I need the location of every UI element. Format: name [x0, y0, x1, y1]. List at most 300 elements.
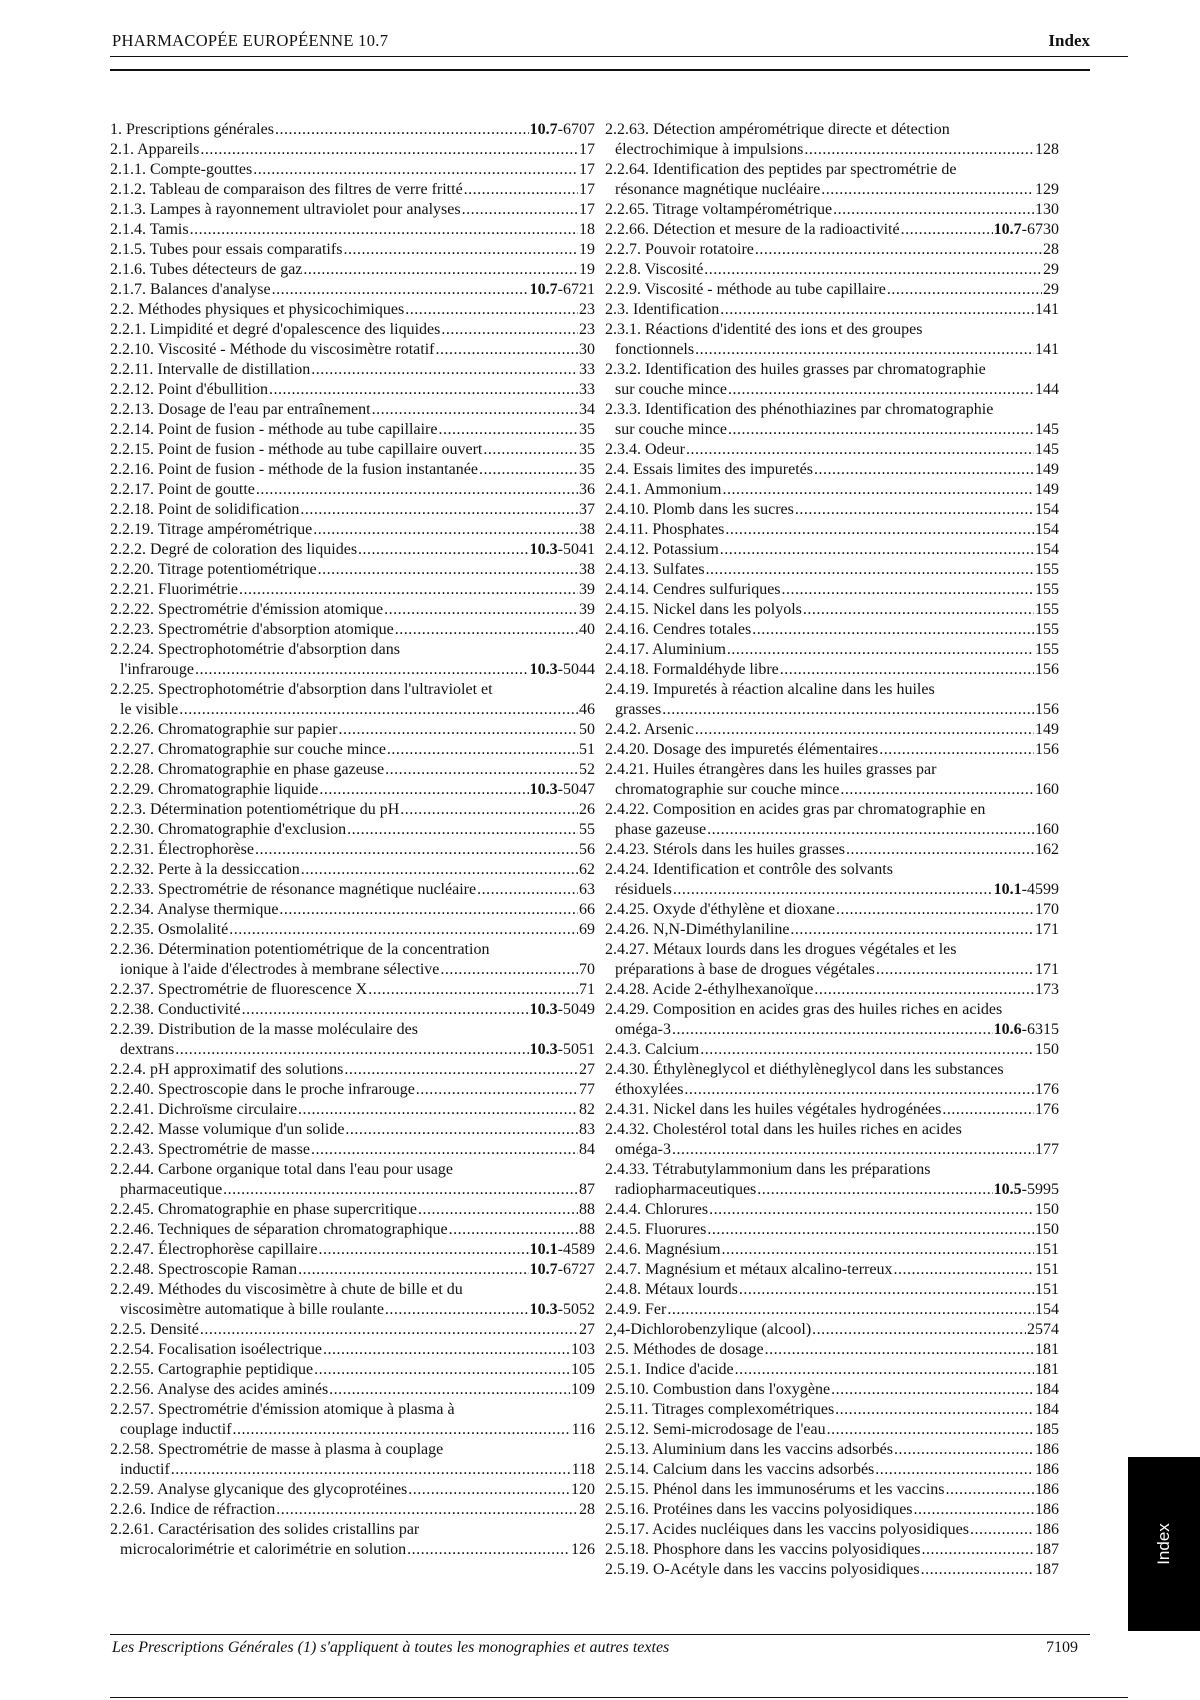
index-entry-title-line: 1. Prescriptions générales [110, 121, 274, 138]
index-entry [110, 720, 595, 740]
page-reference [1035, 1080, 1059, 1100]
index-entry-title-line: 2.3. Identification [605, 301, 720, 318]
index-entry [110, 920, 595, 940]
page-reference-number: 62 [579, 861, 595, 878]
page-reference [1043, 260, 1059, 280]
index-entry [605, 660, 1059, 680]
index-entry [605, 1060, 1059, 1100]
page-reference-number: 144 [1035, 381, 1059, 398]
index-entry-title-line: 2.2.37. Spectrométrie de fluorescence X [110, 981, 368, 998]
index-entry-title-line: 2.4.7. Magnésium et métaux alcalino-terreux [605, 1261, 893, 1278]
page-reference [1035, 460, 1059, 480]
page-reference [579, 1120, 595, 1140]
index-entry-title-line: 2.1.7. Balances d'analyse [110, 281, 271, 298]
index-entry [110, 860, 595, 880]
page-reference-number: 23 [579, 321, 595, 338]
index-entry [110, 1100, 595, 1120]
page-reference [579, 880, 595, 900]
page-reference-number: 29 [1043, 261, 1059, 278]
index-entry [605, 1380, 1059, 1400]
page-reference [1035, 1040, 1059, 1060]
page-reference-number: 151 [1035, 1281, 1059, 1298]
leader-dots [814, 980, 1034, 1000]
page-reference [579, 1140, 595, 1160]
running-header-section: Index [1048, 31, 1090, 50]
page-reference [579, 800, 595, 820]
index-entry [605, 1300, 1059, 1320]
leader-dots [833, 200, 1034, 220]
page-reference [1035, 1260, 1059, 1280]
page-reference-separator: - [1021, 1021, 1027, 1038]
index-entry-title-line: 2.2.47. Électrophorèse capillaire [110, 1241, 318, 1258]
page-reference-number: 50 [579, 721, 595, 738]
leader-dots [727, 640, 1034, 660]
index-entry [110, 1080, 595, 1100]
index-entry-title-line: 2.4.27. Métaux lourds dans les drogues végétales et les [605, 941, 957, 958]
page-reference [1035, 540, 1059, 560]
page-reference-number: 177 [1035, 1141, 1059, 1158]
page-reference-number: 160 [1035, 781, 1059, 798]
index-entry-title-line: résonance magnétique nucléaire [615, 181, 821, 198]
index-entry-title-line: 2.2.2. Degré de coloration des liquides [110, 541, 358, 558]
index-entry [110, 280, 595, 300]
page-reference [579, 140, 595, 160]
page-reference-number: 141 [1035, 341, 1059, 358]
leader-dots [755, 240, 1042, 260]
page-reference [579, 420, 595, 440]
index-entry [110, 320, 595, 340]
index-entry-title-line: 2.4.19. Impuretés à réaction alcaline dans les huiles [605, 681, 935, 698]
page-reference-separator: - [557, 1041, 563, 1058]
page-reference [579, 620, 595, 640]
index-entry-title-line: 2.4.32. Cholestérol total dans les huiles riches en acides [605, 1121, 962, 1138]
index-entry [605, 520, 1059, 540]
index-entry-title-line: 2.3.2. Identification des huiles grasses par chromatographie [605, 361, 986, 378]
page-reference-number: 87 [579, 1181, 595, 1198]
leader-dots [686, 440, 1034, 460]
index-entry-title-line: 2.5.18. Phosphore dans les vaccins polyosidiques [605, 1541, 921, 1558]
index-entry [110, 400, 595, 420]
index-entry [605, 480, 1059, 500]
page-reference-number: 155 [1035, 581, 1059, 598]
page-reference-number: 17 [579, 141, 595, 158]
index-entry [110, 120, 595, 140]
index-entry [605, 280, 1059, 300]
index-entry-title-line: 2.2.21. Fluorimétrie [110, 581, 238, 598]
leader-dots [795, 500, 1034, 520]
running-header-title: PHARMACOPÉE EUROPÉENNE 10.7 [112, 31, 389, 50]
page-reference-number: 37 [579, 501, 595, 518]
index-entry-title-line: 2.4.21. Huiles étrangères dans les huiles grasses par [605, 761, 937, 778]
index-entry-title-line: 2.2.65. Titrage voltampérométrique [605, 201, 833, 218]
index-entry-title-line: 2.2.3. Détermination potentiométrique du pH [110, 801, 400, 818]
page-reference [1035, 380, 1059, 400]
leader-dots [318, 560, 578, 580]
index-entry [110, 1400, 595, 1440]
leader-dots [239, 580, 578, 600]
page-reference [530, 120, 595, 140]
index-entry-title-line: 2.2.19. Titrage ampérométrique [110, 521, 313, 538]
index-entry-title-line: 2.5.15. Phénol dans les immunosérums et les vaccins [605, 1481, 945, 1498]
page-reference-number: 39 [579, 601, 595, 618]
page-reference [579, 500, 595, 520]
page-reference [1035, 140, 1059, 160]
index-entry-title-line: 2.4.3. Calcium [605, 1041, 700, 1058]
leader-dots [667, 1300, 1034, 1320]
page-reference [579, 600, 595, 620]
index-entry-title-line: sur couche mince [615, 381, 727, 398]
index-entry [110, 600, 595, 620]
page-reference [1035, 620, 1059, 640]
page-reference-number: 171 [1035, 961, 1059, 978]
page-reference-number: 149 [1035, 461, 1059, 478]
leader-dots [827, 1420, 1034, 1440]
page-reference [579, 840, 595, 860]
page-reference-number: 34 [579, 401, 595, 418]
page-reference [579, 1220, 595, 1240]
index-entry-title-line: 2.2.35. Osmolalité [110, 921, 229, 938]
page-reference [579, 960, 595, 980]
index-entry-title-line: 2.5.10. Combustion dans l'oxygène [605, 1381, 831, 1398]
index-entry-title-line: 2.2.43. Spectrométrie de masse [110, 1141, 310, 1158]
leader-dots [722, 480, 1034, 500]
page-reference [994, 1180, 1059, 1200]
page-reference-number: 4599 [1027, 881, 1059, 898]
leader-dots [339, 720, 579, 740]
page-reference-number: 129 [1035, 181, 1059, 198]
page-reference [579, 440, 595, 460]
page-reference-number: 30 [579, 341, 595, 358]
leader-dots [728, 420, 1034, 440]
leader-dots [385, 760, 578, 780]
page-reference [530, 280, 595, 300]
page-reference-number: 29 [1043, 281, 1059, 298]
index-entry [110, 940, 595, 980]
page-reference [579, 920, 595, 940]
index-entry [605, 1000, 1059, 1040]
index-entry-title-line: 2.2.45. Chromatographie en phase supercritique [110, 1201, 418, 1218]
index-entry-title-line: 2.2.28. Chromatographie en phase gazeuse [110, 761, 385, 778]
leader-dots [276, 1500, 578, 1520]
page-reference [1035, 1380, 1059, 1400]
index-entry-title-line: 2.2.48. Spectroscopie Raman [110, 1261, 298, 1278]
page-reference-number: 150 [1035, 1041, 1059, 1058]
index-entry-title-line: 2.2.24. Spectrophotométrie d'absorption dans [110, 641, 400, 658]
page-reference-separator: - [557, 541, 563, 558]
index-entry-title-line: 2.3.4. Odeur [605, 441, 685, 458]
index-entry-title-line: 2,4-Dichlorobenzylique (alcool) [605, 1321, 812, 1338]
index-thumb-tab[interactable] [1128, 1457, 1200, 1631]
index-entry-title-line: 2.2.59. Analyse glycanique des glycoprotéines [110, 1481, 408, 1498]
index-entry-title-line: 2.2.42. Masse volumique d'un solide [110, 1121, 345, 1138]
page-reference [1035, 1220, 1059, 1240]
page-reference-number: 28 [579, 1501, 595, 1518]
index-entry [605, 940, 1059, 980]
index-entry [110, 500, 595, 520]
index-entry [605, 720, 1059, 740]
index-entry-title-line: l'infrarouge [120, 661, 194, 678]
page-reference-number: 83 [579, 1121, 595, 1138]
page-reference-number: 151 [1035, 1241, 1059, 1258]
index-entry-title-line: 2.2.18. Point de solidification [110, 501, 300, 518]
page-reference-edition: 10.3 [529, 1041, 558, 1058]
index-entry-title-line: 2.4.4. Chlorures [605, 1201, 709, 1218]
index-entry [110, 1260, 595, 1280]
page-reference [579, 260, 595, 280]
page-reference [1035, 1140, 1059, 1160]
index-entry-title-line: 2.5.13. Aluminium dans les vaccins adsorbés [605, 1441, 893, 1458]
leader-dots [707, 820, 1034, 840]
page-reference-number: 184 [1035, 1381, 1059, 1398]
leader-dots [438, 420, 578, 440]
page-reference-number: 51 [579, 741, 595, 758]
leader-dots [255, 840, 578, 860]
leader-dots [298, 1260, 529, 1280]
page-reference [1035, 480, 1059, 500]
page-reference [579, 860, 595, 880]
leader-dots [269, 380, 578, 400]
index-entry [110, 900, 595, 920]
index-entry-title-line: 2.5.12. Semi-microdosage de l'eau [605, 1421, 826, 1438]
index-entry-title-line: 2.2.54. Focalisation isoélectrique [110, 1341, 322, 1358]
page-reference [579, 980, 595, 1000]
page-reference [579, 1100, 595, 1120]
index-entry [605, 1200, 1059, 1220]
page-reference-number: 185 [1035, 1421, 1059, 1438]
index-entry [110, 1500, 595, 1520]
page-reference-number: 145 [1035, 441, 1059, 458]
page-reference [579, 1180, 595, 1200]
page-reference-number: 186 [1035, 1441, 1059, 1458]
leader-dots [814, 460, 1034, 480]
page-reference [530, 660, 595, 680]
index-entry-title-line: 2.4.28. Acide 2-éthylhexanoïque [605, 981, 814, 998]
page-reference [579, 180, 595, 200]
page-reference-number: 39 [579, 581, 595, 598]
index-entry-title-line: 2.2.66. Détection et mesure de la radioactivité [605, 221, 900, 238]
index-entry [605, 1320, 1059, 1340]
page-reference-separator: - [1021, 1181, 1027, 1198]
index-entry [605, 220, 1059, 240]
page-reference-number: 128 [1035, 141, 1059, 158]
page-reference-number: 150 [1035, 1221, 1059, 1238]
index-entry [110, 1220, 595, 1240]
leader-dots [345, 1120, 578, 1140]
page-reference-number: 38 [579, 521, 595, 538]
page-reference-separator: - [557, 281, 563, 298]
leader-dots [709, 1200, 1034, 1220]
index-entry-title-line: 2.1.3. Lampes à rayonnement ultraviolet pour analyses [110, 201, 461, 218]
leader-dots [200, 140, 578, 160]
page-reference-number: 82 [579, 1101, 595, 1118]
page-reference [579, 240, 595, 260]
page-reference-number: 6730 [1027, 221, 1059, 238]
page-reference [1035, 1460, 1059, 1480]
leader-dots [840, 780, 1034, 800]
page-reference-separator: - [557, 1261, 563, 1278]
leader-dots [835, 1400, 1034, 1420]
index-entry-title-line: 2.2.13. Dosage de l'eau par entraînement [110, 401, 371, 418]
index-column-left [110, 120, 595, 1560]
page-reference-number: 176 [1035, 1081, 1059, 1098]
index-entry-title-line: 2.4.12. Potassium [605, 541, 719, 558]
index-entry [605, 680, 1059, 720]
page-reference-separator: - [1021, 881, 1027, 898]
index-entry [110, 420, 595, 440]
index-entry-title-line: 2.4.8. Métaux lourds [605, 1281, 738, 1298]
page-reference-number: 184 [1035, 1401, 1059, 1418]
leader-dots [358, 540, 529, 560]
leader-dots [893, 1260, 1034, 1280]
leader-dots [483, 440, 578, 460]
page-reference [1035, 660, 1059, 680]
page-reference-number: 2574 [1027, 1321, 1059, 1338]
footer-rule [110, 1634, 1090, 1635]
page-reference [530, 1260, 595, 1280]
page-reference [1035, 340, 1059, 360]
index-entry [605, 580, 1059, 600]
index-entry [605, 1400, 1059, 1420]
index-entry [605, 860, 1059, 900]
index-entry [110, 1200, 595, 1220]
page-reference [530, 1240, 595, 1260]
page-reference-number: 17 [579, 181, 595, 198]
leader-dots [706, 560, 1034, 580]
index-entry [605, 1340, 1059, 1360]
index-entry [605, 1040, 1059, 1060]
page-reference-number: 6707 [563, 121, 595, 138]
index-entry [605, 1560, 1059, 1580]
page-reference-number: 130 [1035, 201, 1059, 218]
index-entry-title-line: 2.4.14. Cendres sulfuriques [605, 581, 781, 598]
page-reference-number: 69 [579, 921, 595, 938]
index-entry [110, 1240, 595, 1260]
leader-dots [242, 1000, 529, 1020]
index-entry [605, 1280, 1059, 1300]
page-reference-number: 55 [579, 821, 595, 838]
page-reference [1035, 1360, 1059, 1380]
page-number: 7109 [1046, 1639, 1078, 1656]
index-entry [110, 1020, 595, 1060]
page-reference [1035, 740, 1059, 760]
leader-dots [435, 340, 578, 360]
leader-dots [319, 780, 528, 800]
index-entry [110, 360, 595, 380]
index-entry-title-line: 2.5.1. Indice d'acide [605, 1361, 734, 1378]
index-entry [110, 180, 595, 200]
leader-dots [418, 1200, 578, 1220]
page-reference-number: 170 [1035, 901, 1059, 918]
index-entry-title-line: viscosimètre automatique à bille roulante [120, 1301, 384, 1318]
index-entry [110, 300, 595, 320]
leader-dots [780, 660, 1034, 680]
page-reference [530, 1000, 595, 1020]
index-entry [605, 800, 1059, 840]
leader-dots [253, 160, 578, 180]
index-entry [110, 460, 595, 480]
page-reference [579, 820, 595, 840]
page-reference [1035, 1100, 1059, 1120]
index-entry-title-line: 2.4.17. Aluminium [605, 641, 726, 658]
page-reference-edition: 10.1 [993, 881, 1022, 898]
index-entry-title-line: 2.5.11. Titrages complexométriques [605, 1401, 835, 1418]
page-reference [579, 480, 595, 500]
page-reference-number: 5041 [563, 541, 595, 558]
leader-dots [970, 1520, 1034, 1540]
leader-dots [416, 1080, 578, 1100]
page-reference-separator: - [557, 1001, 563, 1018]
page-reference [1035, 200, 1059, 220]
index-entry-title-line: 2.5.19. O-Acétyle dans les vaccins polyosidiques [605, 1561, 920, 1578]
index-entry [605, 740, 1059, 760]
index-entry-title-line: 2.2.23. Spectrométrie d'absorption atomique [110, 621, 394, 638]
page-reference-edition: 10.6 [993, 1021, 1022, 1038]
page-reference [579, 1200, 595, 1220]
index-entry [110, 840, 595, 860]
leader-dots [343, 240, 578, 260]
leader-dots [384, 600, 578, 620]
leader-dots [323, 1340, 570, 1360]
page-reference [579, 200, 595, 220]
index-entry [110, 800, 595, 820]
index-entry-title-line: 2.2.8. Viscosité [605, 261, 704, 278]
page-reference-number: 27 [579, 1061, 595, 1078]
page-reference-number: 5049 [563, 1001, 595, 1018]
page-reference [579, 700, 595, 720]
leader-dots [700, 1040, 1034, 1060]
index-entry-title-line: 2.4.6. Magnésium [605, 1241, 721, 1258]
page-reference-number: 155 [1035, 601, 1059, 618]
leader-dots [344, 1060, 578, 1080]
index-entry [110, 680, 595, 720]
page-reference-edition: 10.3 [529, 781, 558, 798]
index-entry [110, 780, 595, 800]
leader-dots [440, 960, 578, 980]
index-entry-title-line: 2.2.63. Détection ampérométrique directe et détection [605, 121, 950, 138]
page-reference [579, 360, 595, 380]
leader-dots [921, 1560, 1034, 1580]
page-reference [1035, 1540, 1059, 1560]
index-entry-title-line: 2.4.15. Nickel dans les polyols [605, 601, 802, 618]
index-entry [110, 340, 595, 360]
index-entry-title-line: 2.2.5. Densité [110, 1321, 199, 1338]
page-reference [1035, 1340, 1059, 1360]
leader-dots [195, 660, 529, 680]
index-entry [110, 220, 595, 240]
page-reference-number: 35 [579, 461, 595, 478]
page-reference-separator: - [557, 661, 563, 678]
index-entry-title-line: 2.2.10. Viscosité - Méthode du viscosimètre rotatif [110, 341, 435, 358]
index-entry [605, 120, 1059, 160]
index-entry-title-line: 2.2.34. Analyse thermique [110, 901, 279, 918]
leader-dots [720, 300, 1034, 320]
page-reference [1035, 1560, 1059, 1580]
index-entry-title-line: 2.5.16. Protéines dans les vaccins polyosidiques [605, 1501, 913, 1518]
index-entry-title-line: 2.2.38. Conductivité [110, 1001, 241, 1018]
leader-dots [275, 120, 529, 140]
leader-dots [372, 400, 578, 420]
leader-dots [922, 1540, 1034, 1560]
page-reference-edition: 10.1 [529, 1241, 558, 1258]
index-thumb-tab-label: Index [1154, 1523, 1173, 1565]
leader-dots [722, 1240, 1034, 1260]
index-entry [110, 1160, 595, 1200]
index-entry-title-line: 2.4.31. Nickel dans les huiles végétales hydrogénées [605, 1101, 942, 1118]
index-entry [605, 160, 1059, 200]
page-reference [1035, 600, 1059, 620]
page-reference [571, 1380, 595, 1400]
index-entry [605, 1520, 1059, 1540]
